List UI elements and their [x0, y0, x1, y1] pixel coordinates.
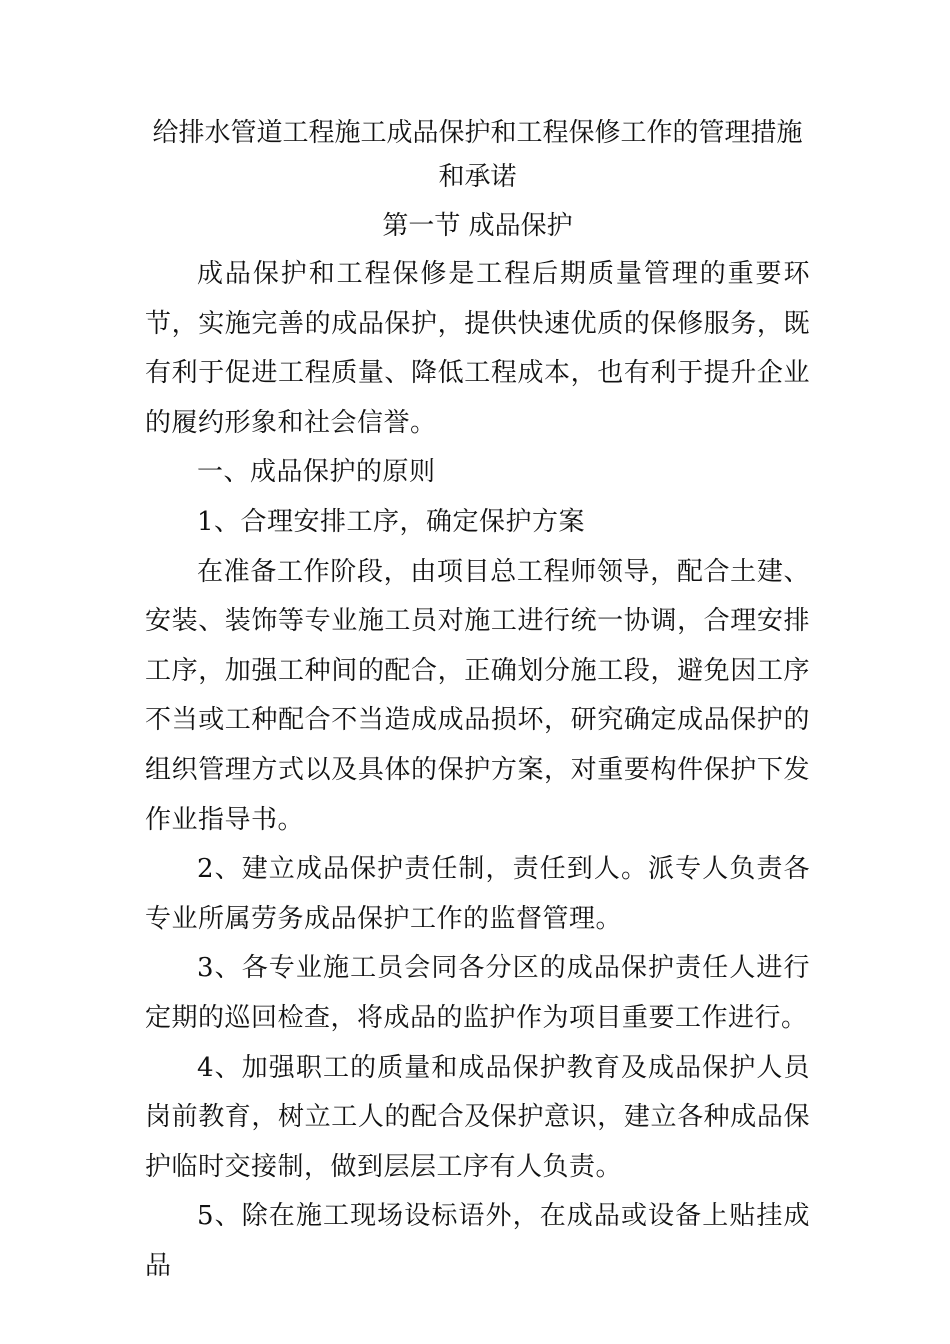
paragraph-item-1-body: 在准备工作阶段，由项目总工程师领导，配合土建、安装、装饰等专业施工员对施工进行统一协调，合理安排工序，加强工种间的配合，正确划分施工段，避免因工序不当或工种配合不当造成成品损坏，研究确定成品保护的组织管理方式以及具体的保护方案，对重要构件保护下发作业指导书。	[145, 556, 810, 835]
section-heading: 第一节 成品保护	[382, 211, 573, 241]
paragraph-item-4: 4、加强职工的质量和成品保护教育及成品保护人员岗前教育，树立工人的配合及保护意识，建立各种成品保护临时交接制，做到层层工序有人负责。	[145, 1052, 810, 1182]
paragraph-item-3: 3、各专业施工员会同各分区的成品保护责任人进行定期的巡回检查，将成品的监护作为项目重要工作进行。	[145, 953, 810, 1033]
document-title-continuation: 和承诺	[438, 162, 517, 192]
paragraph-item-1-heading: 1、合理安排工序，确定保护方案	[197, 506, 586, 537]
paragraph-item-2: 2、建立成品保护责任制，责任到人。派专人负责各专业所属劳务成品保护工作的监督管理。	[145, 854, 810, 934]
document-title: 给排水管道工程施工成品保护和工程保修工作的管理措施	[152, 118, 803, 148]
paragraph-principles-heading: 一、成品保护的原则	[197, 457, 436, 488]
paragraph-intro: 成品保护和工程保修是工程后期质量管理的重要环节，实施完善的成品保护，提供快速优质的保修服务，既有利于促进工程质量、降低工程成本，也有利于提升企业的履约形象和社会信誉。	[145, 259, 810, 438]
document-body	[145, 112, 810, 1291]
paragraph-item-5: 5、除在施工现场设标语外，在成品或设备上贴挂成品	[145, 1201, 810, 1281]
